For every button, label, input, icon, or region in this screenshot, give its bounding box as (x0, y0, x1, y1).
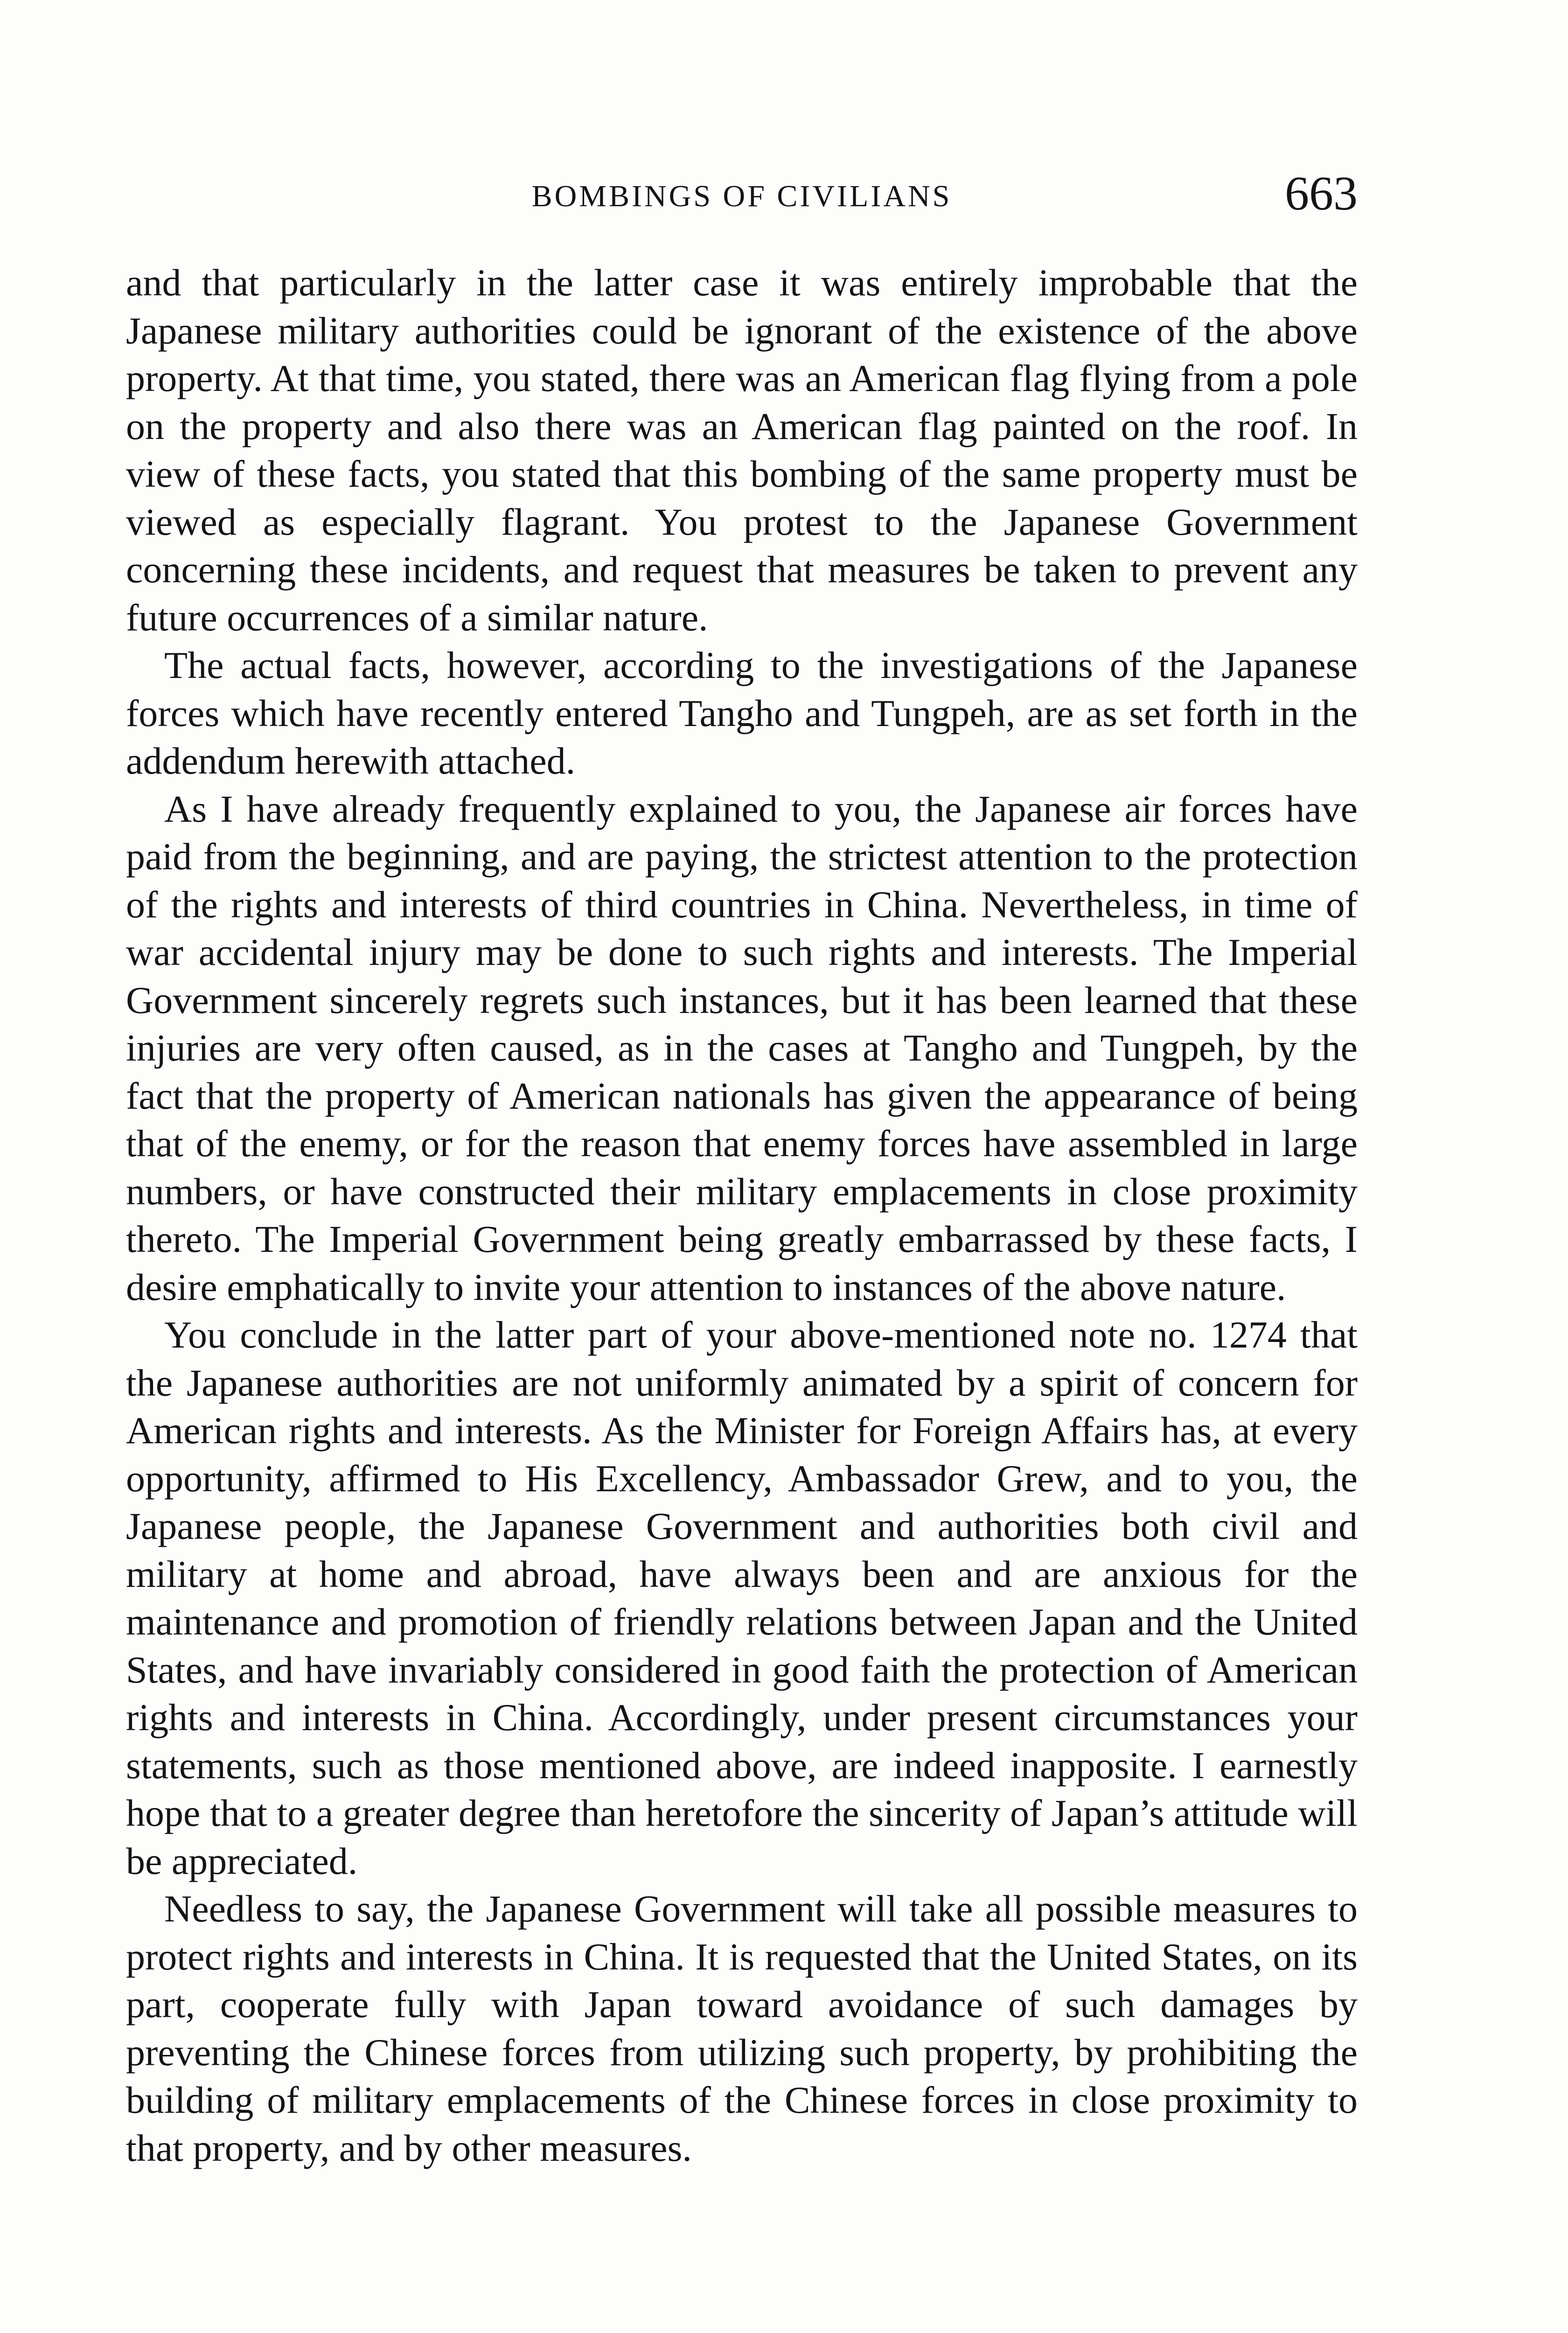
running-head: BOMBINGS OF CIVILIANS (531, 179, 952, 213)
page-number: 663 (1285, 167, 1358, 220)
paragraph-actual-facts: The actual facts, however, according to the investigations of the Japanese forces which have recently entered Tangho and Tungpeh, are as set forth in the addendum herewith attached. (126, 644, 1358, 782)
paragraph-continuation: and that particularly in the latter case it was entirely improbable that the Japanese military authorities could be ignorant of the existence of the above property. At that time, you stated, there was an American flag flying from a pole on the property and also there was an American flag painted on the roof. In view of these facts, you stated that this bombing of the same property must be viewed as especially flagrant. You protest to the Japanese Government concerning these incidents, and request that measures be taken to prevent any future occurrences of a similar nature. (126, 261, 1358, 639)
paragraph-air-forces: As I have already frequently explained to you, the Japanese air forces have paid from the beginning, and are paying, the strictest attention to the protection of the rights and interests of third countries in China. Nevertheless, in time of war accidental injury may be done to such rights and interests. The Imperial Government sincerely regrets such instances, but it has been learned that these injuries are very often caused, as in the cases at Tangho and Tungpeh, by the fact that the property of American nationals has given the appearance of being that of the enemy, or for the reason that enemy forces have assembled in large numbers, or have constructed their military emplacements in close proximity thereto. The Imperial Government being greatly embarrassed by these facts, I desire emphatically to invite your attention to instances of the above nature. (126, 787, 1358, 1308)
paragraph-conclusion: You conclude in the latter part of your above-mentioned note no. 1274 that the Japanese authorities are not uniformly animated by a spirit of concern for American rights and interests. As the Minister for Foreign Affairs has, at every opportunity, affirmed to His Excellency, Ambassador Grew, and to you, the Japanese people, the Japanese Government and authorities both civil and military at home and abroad, have always been and are anxious for the maintenance and promotion of friendly relations between Japan and the United States, and have invariably considered in good faith the protection of American rights and interests in China. Accordingly, under present circumstances your statements, such as those mentioned above, are indeed inapposite. I earnestly hope that to a greater degree than heretofore the sincerity of Japan’s attitude will be appreciated. (126, 1313, 1358, 1882)
page-header (126, 166, 1358, 226)
paragraph-measures: Needless to say, the Japanese Government will take all possible measures to protect rights and interests in China. It is requested that the United States, on its part, cooperate fully with Japan toward avoidance of such damages by preventing the Chinese forces from utilizing such property, by prohibiting the building of military emplacements of the Chinese forces in close proximity to that property, and by other measures. (126, 1887, 1358, 2169)
body-text (126, 259, 1358, 2172)
